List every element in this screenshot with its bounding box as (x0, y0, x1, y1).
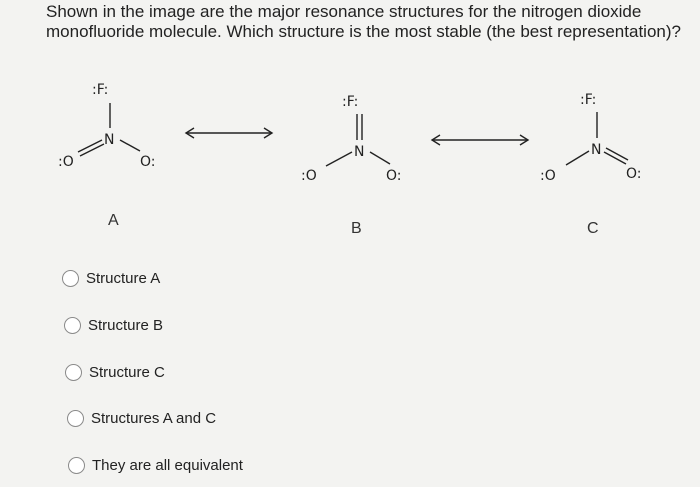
oxygen-atom: :O (58, 154, 74, 170)
structure-label-b: B (351, 220, 362, 237)
single-bond (566, 151, 589, 165)
oxygen-atom: O: (386, 168, 402, 184)
oxygen-atom: :O (301, 168, 317, 184)
single-bond (120, 140, 140, 151)
oxygen-atom: O: (626, 166, 642, 182)
resonance-arrow-1 (186, 128, 272, 138)
nitrogen-atom: N (591, 142, 602, 158)
nitrogen-atom: N (354, 144, 365, 160)
oxygen-atom: :O (540, 168, 556, 184)
radio-button[interactable] (67, 410, 84, 427)
nitrogen-atom: N (104, 132, 115, 148)
option-structure-a[interactable] (62, 270, 160, 287)
option-all-equivalent[interactable] (68, 457, 243, 474)
option-structure-c[interactable] (65, 364, 165, 381)
option-structures-a-and-c[interactable] (67, 410, 216, 427)
double-bond-line-2 (80, 144, 104, 156)
option-label: Structure B (88, 317, 164, 334)
fluorine-atom: :F: (92, 82, 109, 98)
option-label: Structure A (86, 270, 161, 287)
structure-c (540, 92, 642, 184)
option-label: Structures A and C (91, 410, 217, 427)
double-bond-line-2 (604, 152, 626, 164)
option-label: They are all equivalent (92, 457, 243, 474)
radio-button[interactable] (62, 270, 79, 287)
double-bond-line-1 (78, 140, 102, 152)
question-text: Shown in the image are the major resonance structures for the nitrogen dioxide monofluoride molecule. Which structure is the most stable (the best representation)? (46, 2, 681, 41)
resonance-arrow-2 (432, 135, 528, 145)
radio-button[interactable] (65, 364, 82, 381)
single-bond (370, 152, 390, 164)
option-label: Structure C (89, 364, 165, 381)
radio-button[interactable] (64, 317, 81, 334)
option-structure-b[interactable] (64, 317, 163, 334)
single-bond (326, 152, 352, 166)
structure-b (301, 94, 402, 184)
oxygen-atom: O: (140, 154, 156, 170)
structure-label-a: A (108, 212, 119, 229)
double-bond-line-1 (606, 148, 628, 160)
structure-a (58, 82, 156, 170)
fluorine-atom: :F: (580, 92, 597, 108)
structure-label-c: C (587, 220, 599, 237)
radio-button[interactable] (68, 457, 85, 474)
fluorine-atom: :F: (342, 94, 359, 110)
